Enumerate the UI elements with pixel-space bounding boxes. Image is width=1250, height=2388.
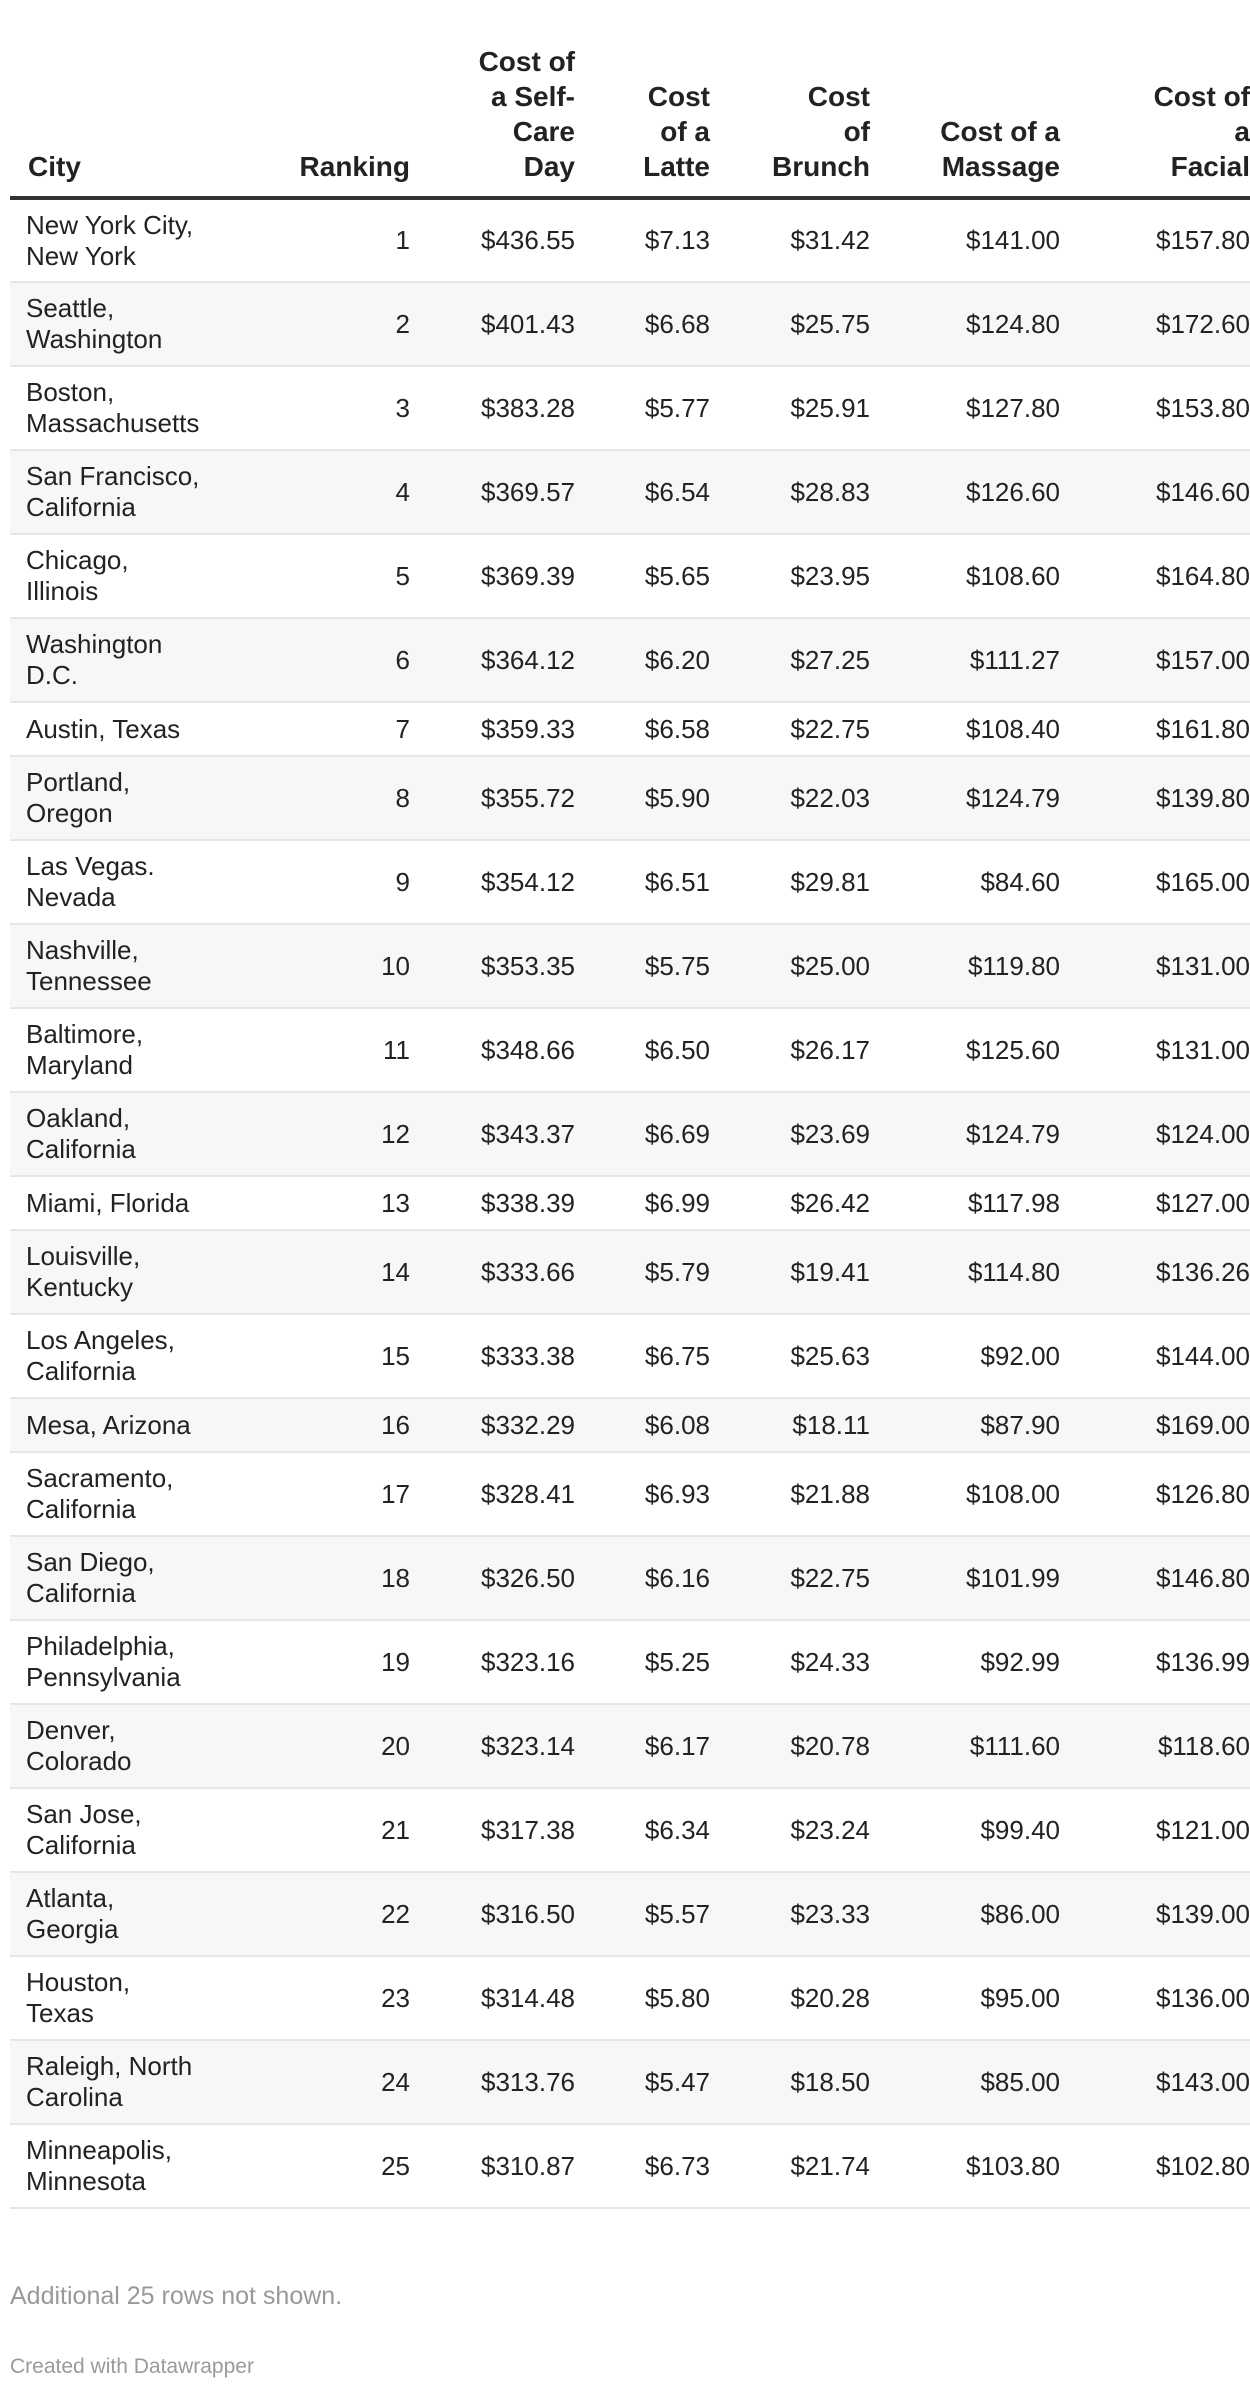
city-name-line: Washington bbox=[26, 324, 163, 354]
table-row bbox=[10, 2124, 1250, 2208]
table-row bbox=[10, 1956, 1250, 2040]
cell-brunch: $19.41 bbox=[710, 1230, 870, 1314]
cell-ranking: 25 bbox=[255, 2124, 410, 2208]
cell-massage: $125.60 bbox=[870, 1008, 1060, 1092]
cell-ranking: 23 bbox=[255, 1956, 410, 2040]
cell-massage: $141.00 bbox=[870, 198, 1060, 282]
cell-brunch: $22.75 bbox=[710, 702, 870, 756]
column-header-massage bbox=[870, 40, 1060, 198]
cell-latte: $5.57 bbox=[575, 1872, 710, 1956]
cell-massage: $124.79 bbox=[870, 1092, 1060, 1176]
cell-city bbox=[10, 282, 255, 366]
column-header-latte bbox=[575, 40, 710, 198]
column-header-line: Latte bbox=[643, 151, 710, 182]
cell-ranking: 4 bbox=[255, 450, 410, 534]
cell-latte: $6.68 bbox=[575, 282, 710, 366]
city-name-line: Boston, bbox=[26, 377, 115, 407]
table-row bbox=[10, 1008, 1250, 1092]
cell-latte: $6.08 bbox=[575, 1398, 710, 1452]
cell-ranking: 3 bbox=[255, 366, 410, 450]
cell-facial: $127.00 bbox=[1060, 1176, 1250, 1230]
column-header-line: Cost bbox=[807, 81, 870, 112]
table-row bbox=[10, 1092, 1250, 1176]
cell-ranking: 7 bbox=[255, 702, 410, 756]
cell-city bbox=[10, 1092, 255, 1176]
city-name-line: Austin, Texas bbox=[26, 713, 181, 744]
cell-brunch: $23.33 bbox=[710, 1872, 870, 1956]
cell-ranking: 10 bbox=[255, 924, 410, 1008]
city-name-line: New York bbox=[26, 240, 136, 271]
table-row bbox=[10, 618, 1250, 702]
city-name-line: Colorado bbox=[26, 1746, 132, 1776]
cell-self-care: $354.12 bbox=[410, 840, 575, 924]
column-header-line: Cost of bbox=[1153, 81, 1250, 112]
cell-facial: $146.60 bbox=[1060, 450, 1250, 534]
cell-brunch: $21.88 bbox=[710, 1452, 870, 1536]
city-name-line: Houston, bbox=[26, 1967, 131, 1997]
cell-facial: $139.80 bbox=[1060, 756, 1250, 840]
cell-ranking: 21 bbox=[255, 1788, 410, 1872]
cell-ranking: 12 bbox=[255, 1092, 410, 1176]
city-name-line: Baltimore, bbox=[26, 1019, 144, 1049]
cell-self-care: $343.37 bbox=[410, 1092, 575, 1176]
cell-self-care: $369.57 bbox=[410, 450, 575, 534]
cell-massage: $124.79 bbox=[870, 756, 1060, 840]
cell-brunch: $25.91 bbox=[710, 366, 870, 450]
cell-latte: $7.13 bbox=[575, 198, 710, 282]
cell-city bbox=[10, 1398, 255, 1452]
cell-massage: $92.99 bbox=[870, 1620, 1060, 1704]
cell-facial: $143.00 bbox=[1060, 2040, 1250, 2124]
cell-city bbox=[10, 924, 255, 1008]
cell-city bbox=[10, 618, 255, 702]
cell-city bbox=[10, 198, 255, 282]
cell-facial: $136.26 bbox=[1060, 1230, 1250, 1314]
cell-ranking: 13 bbox=[255, 1176, 410, 1230]
cell-latte: $6.51 bbox=[575, 840, 710, 924]
cell-facial: $118.60 bbox=[1060, 1704, 1250, 1788]
cell-massage: $92.00 bbox=[870, 1314, 1060, 1398]
city-name-line: Denver, bbox=[26, 1715, 116, 1745]
cell-city bbox=[10, 1536, 255, 1620]
cell-facial: $165.00 bbox=[1060, 840, 1250, 924]
cell-latte: $6.50 bbox=[575, 1008, 710, 1092]
city-name-line: Pennsylvania bbox=[26, 1662, 181, 1692]
table-row bbox=[10, 2040, 1250, 2124]
cell-self-care: $326.50 bbox=[410, 1536, 575, 1620]
column-header-line: Cost of bbox=[478, 46, 575, 77]
cell-massage: $117.98 bbox=[870, 1176, 1060, 1230]
cell-latte: $5.65 bbox=[575, 534, 710, 618]
cell-city bbox=[10, 1314, 255, 1398]
city-name-line: San Jose, bbox=[26, 1799, 142, 1829]
cell-facial: $139.00 bbox=[1060, 1872, 1250, 1956]
cell-brunch: $27.25 bbox=[710, 618, 870, 702]
cell-facial: $124.00 bbox=[1060, 1092, 1250, 1176]
datawrapper-credit: Created with Datawrapper bbox=[10, 2355, 254, 2378]
cell-latte: $5.75 bbox=[575, 924, 710, 1008]
cell-city bbox=[10, 702, 255, 756]
cell-ranking: 8 bbox=[255, 756, 410, 840]
cell-massage: $127.80 bbox=[870, 366, 1060, 450]
cell-facial: $172.60 bbox=[1060, 282, 1250, 366]
table-row bbox=[10, 756, 1250, 840]
column-header-self-care bbox=[410, 40, 575, 198]
cell-brunch: $22.75 bbox=[710, 1536, 870, 1620]
cell-brunch: $22.03 bbox=[710, 756, 870, 840]
table-row bbox=[10, 1788, 1250, 1872]
cell-self-care: $316.50 bbox=[410, 1872, 575, 1956]
cell-massage: $126.60 bbox=[870, 450, 1060, 534]
column-header-line: City bbox=[28, 151, 81, 182]
city-name-line: Sacramento, bbox=[26, 1463, 174, 1493]
city-name-line: Atlanta, bbox=[26, 1883, 115, 1913]
cell-ranking: 1 bbox=[255, 198, 410, 282]
table-row bbox=[10, 1452, 1250, 1536]
cell-brunch: $25.75 bbox=[710, 282, 870, 366]
cell-facial: $131.00 bbox=[1060, 1008, 1250, 1092]
column-header-city bbox=[10, 40, 255, 198]
cell-city bbox=[10, 756, 255, 840]
cell-facial: $126.80 bbox=[1060, 1452, 1250, 1536]
cell-massage: $103.80 bbox=[870, 2124, 1060, 2208]
table-row bbox=[10, 1398, 1250, 1452]
table-row bbox=[10, 1536, 1250, 1620]
city-name-line: California bbox=[26, 1494, 136, 1524]
cell-latte: $5.79 bbox=[575, 1230, 710, 1314]
cell-massage: $87.90 bbox=[870, 1398, 1060, 1452]
cell-self-care: $317.38 bbox=[410, 1788, 575, 1872]
data-table bbox=[10, 40, 1250, 2209]
cell-latte: $6.73 bbox=[575, 2124, 710, 2208]
column-header-line: Cost bbox=[647, 81, 710, 112]
cell-brunch: $26.42 bbox=[710, 1176, 870, 1230]
table-header bbox=[10, 40, 1250, 198]
cell-facial: $157.00 bbox=[1060, 618, 1250, 702]
city-name-line: D.C. bbox=[26, 660, 78, 690]
table-row bbox=[10, 534, 1250, 618]
header-row bbox=[10, 40, 1250, 198]
cell-self-care: $359.33 bbox=[410, 702, 575, 756]
cell-latte: $5.25 bbox=[575, 1620, 710, 1704]
cell-city bbox=[10, 1872, 255, 1956]
table-row bbox=[10, 198, 1250, 282]
cell-facial: $146.80 bbox=[1060, 1536, 1250, 1620]
city-name-line: Los Angeles, bbox=[26, 1325, 175, 1355]
cell-latte: $5.47 bbox=[575, 2040, 710, 2124]
cell-latte: $5.90 bbox=[575, 756, 710, 840]
column-header-line: of a bbox=[660, 116, 710, 147]
cell-brunch: $26.17 bbox=[710, 1008, 870, 1092]
cell-self-care: $401.43 bbox=[410, 282, 575, 366]
table-row bbox=[10, 282, 1250, 366]
column-header-ranking bbox=[255, 40, 410, 198]
cell-city bbox=[10, 1704, 255, 1788]
cell-city bbox=[10, 534, 255, 618]
cell-latte: $6.17 bbox=[575, 1704, 710, 1788]
city-name-line: Oakland, bbox=[26, 1103, 131, 1133]
cell-brunch: $29.81 bbox=[710, 840, 870, 924]
cell-latte: $6.69 bbox=[575, 1092, 710, 1176]
city-name-line: Philadelphia, bbox=[26, 1631, 175, 1661]
table-row bbox=[10, 1176, 1250, 1230]
cell-self-care: $383.28 bbox=[410, 366, 575, 450]
cell-massage: $86.00 bbox=[870, 1872, 1060, 1956]
cell-self-care: $369.39 bbox=[410, 534, 575, 618]
column-header-line: a bbox=[1234, 116, 1250, 147]
table-row bbox=[10, 1620, 1250, 1704]
table-row bbox=[10, 1230, 1250, 1314]
rows-not-shown-note: Additional 25 rows not shown. bbox=[10, 2282, 343, 2310]
cell-massage: $119.80 bbox=[870, 924, 1060, 1008]
city-name-line: Minneapolis, bbox=[26, 2135, 172, 2165]
cell-ranking: 6 bbox=[255, 618, 410, 702]
cell-self-care: $314.48 bbox=[410, 1956, 575, 2040]
cell-city bbox=[10, 1176, 255, 1230]
cell-massage: $111.60 bbox=[870, 1704, 1060, 1788]
cell-facial: $136.99 bbox=[1060, 1620, 1250, 1704]
cell-self-care: $333.38 bbox=[410, 1314, 575, 1398]
cell-massage: $111.27 bbox=[870, 618, 1060, 702]
cell-massage: $84.60 bbox=[870, 840, 1060, 924]
cell-brunch: $31.42 bbox=[710, 198, 870, 282]
column-header-brunch bbox=[710, 40, 870, 198]
city-name-line: Carolina bbox=[26, 2082, 123, 2112]
cell-self-care: $313.76 bbox=[410, 2040, 575, 2124]
cell-brunch: $18.50 bbox=[710, 2040, 870, 2124]
city-name-line: Georgia bbox=[26, 1914, 119, 1944]
cell-brunch: $25.63 bbox=[710, 1314, 870, 1398]
city-name-line: Washington bbox=[26, 629, 163, 659]
city-name-line: California bbox=[26, 1356, 136, 1386]
cell-massage: $114.80 bbox=[870, 1230, 1060, 1314]
cell-brunch: $20.28 bbox=[710, 1956, 870, 2040]
city-name-line: San Diego, bbox=[26, 1547, 155, 1577]
city-name-line: Maryland bbox=[26, 1050, 133, 1080]
column-header-line: Ranking bbox=[299, 151, 410, 182]
table-viewport bbox=[10, 0, 1250, 2388]
column-header-line: Cost of a bbox=[940, 116, 1060, 147]
cell-massage: $108.00 bbox=[870, 1452, 1060, 1536]
cell-latte: $6.93 bbox=[575, 1452, 710, 1536]
column-header-line: Facial bbox=[1170, 151, 1250, 182]
city-name-line: Raleigh, North bbox=[26, 2051, 193, 2081]
cell-city bbox=[10, 1956, 255, 2040]
cell-city bbox=[10, 2040, 255, 2124]
cell-latte: $5.77 bbox=[575, 366, 710, 450]
cell-self-care: $353.35 bbox=[410, 924, 575, 1008]
cell-brunch: $23.95 bbox=[710, 534, 870, 618]
cell-self-care: $328.41 bbox=[410, 1452, 575, 1536]
city-name-line: California bbox=[26, 1830, 136, 1860]
cell-massage: $95.00 bbox=[870, 1956, 1060, 2040]
cell-ranking: 2 bbox=[255, 282, 410, 366]
cell-massage: $108.60 bbox=[870, 534, 1060, 618]
city-name-line: Seattle, bbox=[26, 293, 115, 323]
cell-latte: $6.75 bbox=[575, 1314, 710, 1398]
cell-massage: $99.40 bbox=[870, 1788, 1060, 1872]
city-name-line: Massachusetts bbox=[26, 408, 200, 438]
city-name-line: California bbox=[26, 1578, 136, 1608]
cell-self-care: $323.14 bbox=[410, 1704, 575, 1788]
cell-ranking: 24 bbox=[255, 2040, 410, 2124]
city-name-line: Mesa, Arizona bbox=[26, 1409, 191, 1440]
cell-facial: $144.00 bbox=[1060, 1314, 1250, 1398]
city-name-line: Portland, bbox=[26, 767, 131, 797]
cell-latte: $5.80 bbox=[575, 1956, 710, 2040]
cell-facial: $161.80 bbox=[1060, 702, 1250, 756]
table-row bbox=[10, 450, 1250, 534]
cell-city bbox=[10, 366, 255, 450]
cell-self-care: $332.29 bbox=[410, 1398, 575, 1452]
city-name-line: Illinois bbox=[26, 576, 99, 606]
cell-ranking: 20 bbox=[255, 1704, 410, 1788]
cell-self-care: $338.39 bbox=[410, 1176, 575, 1230]
cell-brunch: $23.24 bbox=[710, 1788, 870, 1872]
cell-ranking: 22 bbox=[255, 1872, 410, 1956]
cell-latte: $6.34 bbox=[575, 1788, 710, 1872]
table-body bbox=[10, 198, 1250, 2208]
cell-city bbox=[10, 2124, 255, 2208]
cell-facial: $102.80 bbox=[1060, 2124, 1250, 2208]
city-name-line: Nevada bbox=[26, 882, 116, 912]
cell-city bbox=[10, 450, 255, 534]
column-header-line: Care bbox=[512, 116, 575, 147]
cell-facial: $169.00 bbox=[1060, 1398, 1250, 1452]
cell-ranking: 9 bbox=[255, 840, 410, 924]
city-name-line: San Francisco, bbox=[26, 461, 200, 491]
table-row bbox=[10, 1704, 1250, 1788]
cell-latte: $6.99 bbox=[575, 1176, 710, 1230]
cell-city bbox=[10, 1788, 255, 1872]
cell-brunch: $20.78 bbox=[710, 1704, 870, 1788]
cell-ranking: 11 bbox=[255, 1008, 410, 1092]
city-name-line: Chicago, bbox=[26, 545, 129, 575]
cell-ranking: 18 bbox=[255, 1536, 410, 1620]
cell-facial: $157.80 bbox=[1060, 198, 1250, 282]
cell-city bbox=[10, 1620, 255, 1704]
cell-self-care: $355.72 bbox=[410, 756, 575, 840]
table-row bbox=[10, 840, 1250, 924]
cell-brunch: $23.69 bbox=[710, 1092, 870, 1176]
cell-ranking: 17 bbox=[255, 1452, 410, 1536]
city-name-line: California bbox=[26, 492, 136, 522]
cell-brunch: $25.00 bbox=[710, 924, 870, 1008]
city-name-line: Kentucky bbox=[26, 1272, 133, 1302]
column-header-line: Day bbox=[523, 151, 575, 182]
table-row bbox=[10, 702, 1250, 756]
city-name-line: Las Vegas. bbox=[26, 851, 155, 881]
cell-brunch: $21.74 bbox=[710, 2124, 870, 2208]
city-name-line: Oregon bbox=[26, 798, 113, 828]
table-row bbox=[10, 1314, 1250, 1398]
cell-ranking: 15 bbox=[255, 1314, 410, 1398]
cell-facial: $164.80 bbox=[1060, 534, 1250, 618]
cell-self-care: $436.55 bbox=[410, 198, 575, 282]
cell-latte: $6.20 bbox=[575, 618, 710, 702]
cell-massage: $108.40 bbox=[870, 702, 1060, 756]
city-name-line: Miami, Florida bbox=[26, 1187, 190, 1218]
cell-massage: $124.80 bbox=[870, 282, 1060, 366]
column-header-line: a Self- bbox=[490, 81, 575, 112]
cell-latte: $6.58 bbox=[575, 702, 710, 756]
cell-facial: $136.00 bbox=[1060, 1956, 1250, 2040]
cell-self-care: $348.66 bbox=[410, 1008, 575, 1092]
cell-brunch: $28.83 bbox=[710, 450, 870, 534]
table-row bbox=[10, 924, 1250, 1008]
cell-ranking: 16 bbox=[255, 1398, 410, 1452]
table-row bbox=[10, 1872, 1250, 1956]
cell-ranking: 19 bbox=[255, 1620, 410, 1704]
city-name-line: Tennessee bbox=[26, 966, 152, 996]
cell-ranking: 5 bbox=[255, 534, 410, 618]
city-name-line: New York City, bbox=[26, 209, 194, 240]
cell-brunch: $18.11 bbox=[710, 1398, 870, 1452]
cell-self-care: $323.16 bbox=[410, 1620, 575, 1704]
cell-massage: $101.99 bbox=[870, 1536, 1060, 1620]
cell-self-care: $310.87 bbox=[410, 2124, 575, 2208]
column-header-facial bbox=[1060, 40, 1250, 198]
cell-massage: $85.00 bbox=[870, 2040, 1060, 2124]
city-name-line: Texas bbox=[26, 1998, 94, 2028]
city-name-line: California bbox=[26, 1134, 136, 1164]
cell-brunch: $24.33 bbox=[710, 1620, 870, 1704]
cell-facial: $131.00 bbox=[1060, 924, 1250, 1008]
cell-latte: $6.54 bbox=[575, 450, 710, 534]
table-row bbox=[10, 366, 1250, 450]
city-name-line: Minnesota bbox=[26, 2166, 146, 2196]
cell-city bbox=[10, 840, 255, 924]
city-name-line: Nashville, bbox=[26, 935, 139, 965]
cell-latte: $6.16 bbox=[575, 1536, 710, 1620]
cell-self-care: $364.12 bbox=[410, 618, 575, 702]
column-header-line: Massage bbox=[941, 151, 1060, 182]
cell-facial: $121.00 bbox=[1060, 1788, 1250, 1872]
column-header-line: Brunch bbox=[772, 151, 870, 182]
cell-ranking: 14 bbox=[255, 1230, 410, 1314]
cell-facial: $153.80 bbox=[1060, 366, 1250, 450]
cell-city bbox=[10, 1008, 255, 1092]
column-header-line: of bbox=[843, 116, 870, 147]
city-name-line: Louisville, bbox=[26, 1241, 141, 1271]
cell-self-care: $333.66 bbox=[410, 1230, 575, 1314]
cell-city bbox=[10, 1452, 255, 1536]
cell-city bbox=[10, 1230, 255, 1314]
